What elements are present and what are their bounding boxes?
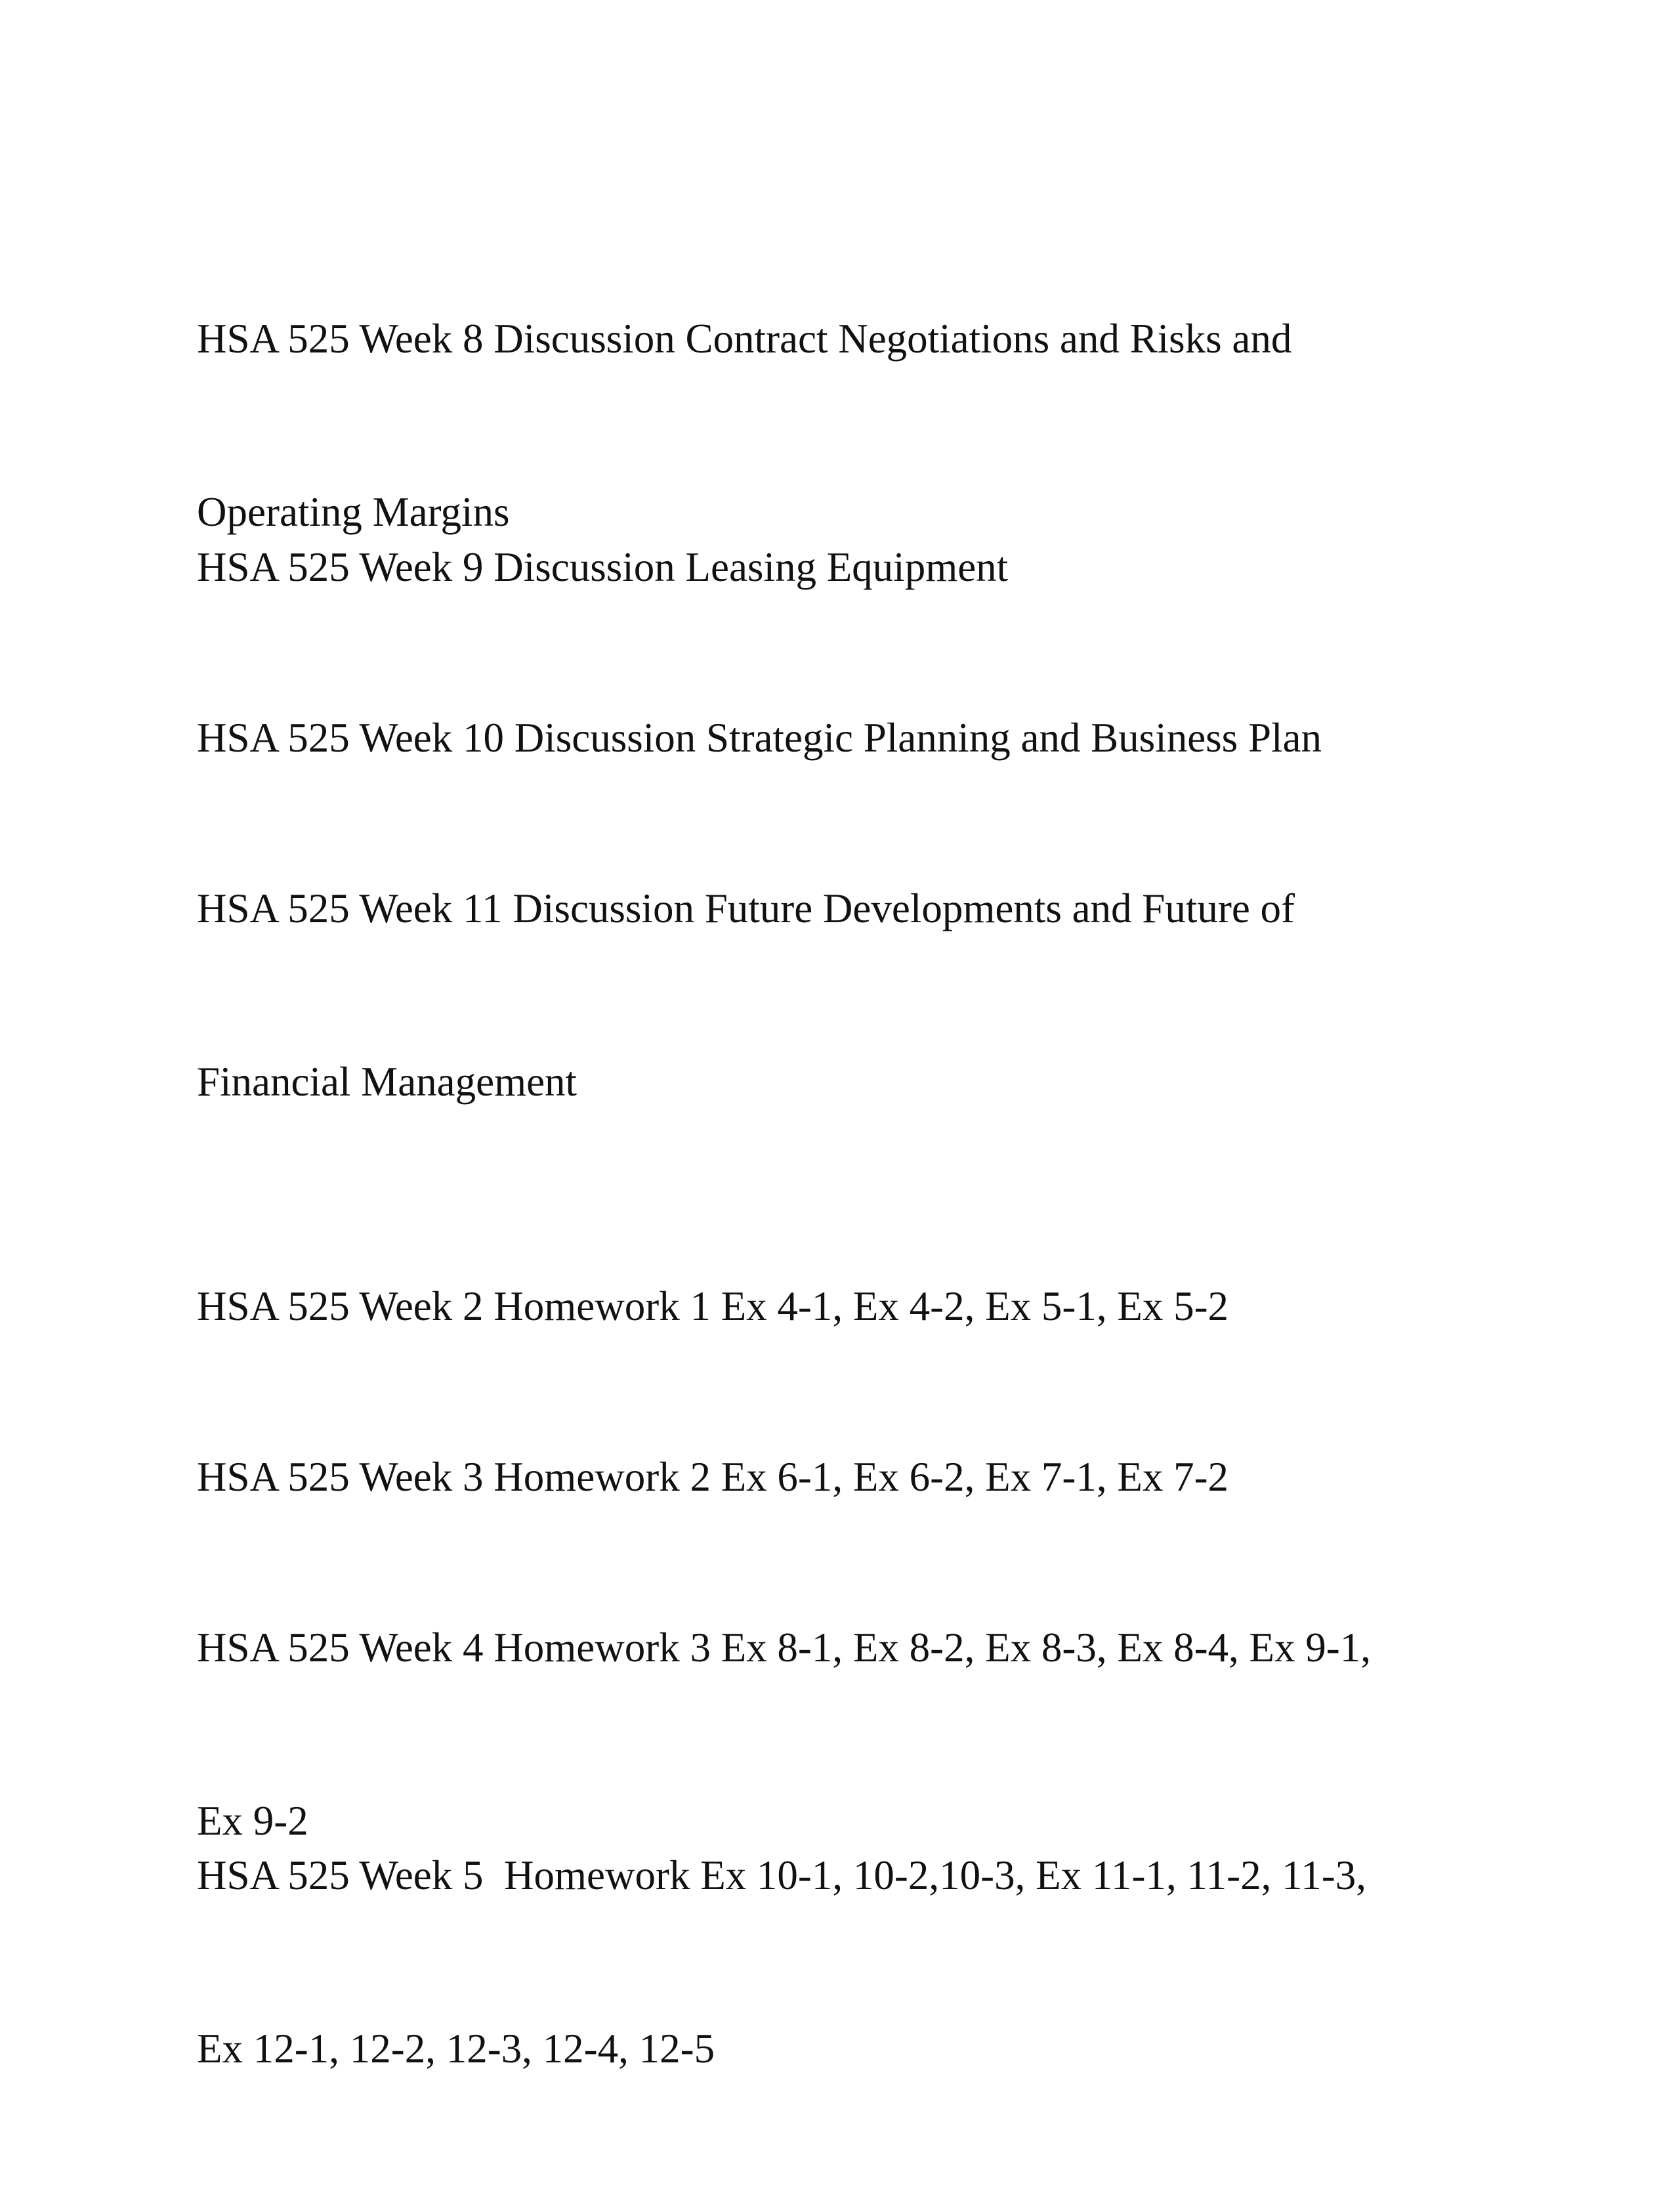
entry-line: HSA 525 Week 11 Discussion Future Developments and Future of (197, 885, 1295, 931)
entry-line: HSA 525 Week 10 Discussion Strategic Planning and Business Plan (197, 715, 1322, 761)
entry-line: Ex 12-1, 12-2, 12-3, 12-4, 12-5 (197, 2026, 715, 2072)
entry-line: HSA 525 Week 5 Homework Ex 10-1, 10-2,10-3, Ex 11-1, 11-2, 11-3, (197, 1852, 1367, 1898)
homework-entry-week-5 (197, 1731, 1509, 2193)
entry-line: HSA 525 Week 3 Homework 2 Ex 6-1, Ex 6-2, Ex 7-1, Ex 7-2 (197, 1454, 1229, 1500)
entry-line: HSA 525 Week 4 Homework 3 Ex 8-1, Ex 8-2, Ex 8-3, Ex 8-4, Ex 9-1, (197, 1625, 1372, 1671)
entry-line: HSA 525 Week 9 Discussion Leasing Equipment (197, 544, 1009, 590)
entry-line: HSA 525 Week 2 Homework 1 Ex 4-1, Ex 4-2, Ex 5-1, Ex 5-2 (197, 1283, 1229, 1329)
entry-line: Operating Margins (197, 489, 510, 535)
entry-line: HSA 525 Week 8 Discussion Contract Negotiations and Risks and (197, 316, 1292, 362)
discussion-entry-week-11 (197, 764, 1509, 1226)
entry-line: Ex 9-2 (197, 1798, 308, 1844)
entry-line: Financial Management (197, 1059, 578, 1105)
